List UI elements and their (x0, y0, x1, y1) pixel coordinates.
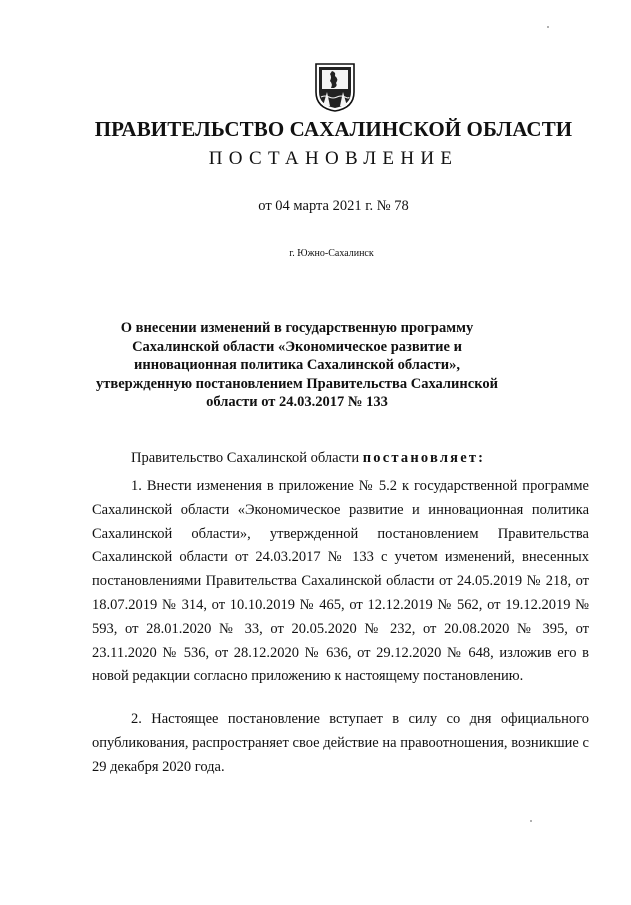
document-city: г. Южно-Сахалинск (289, 248, 374, 259)
paragraph-1: 1. Внести изменения в приложение № 5.2 к государственной программе Сахалинской области «Экономическое развитие и инновационная политика Сахалинской области», утвержденной постановлением Правительства Сахалинской области от 24.03.2017 № 133 с учетом изменений, внесенных постановлениями Правительства Сахалинской области от 24.05.2019 № 218, от 18.07.2019 № 314, от 10.10.2019 № 465, от 12.12.2019 № 562, от 19.12.2019 № 593, от 28.01.2020 № 33, от 20.05.2020 № 232, от 20.08.2020 № 395, от 23.11.2020 № 536, от 28.12.2020 № 636, от 29.12.2020 № 648, изложив его в новой редакции согласно приложению к настоящему постановлению. (92, 478, 589, 685)
preamble-prefix: Правительство Сахалинской области (131, 450, 363, 466)
scan-speck (547, 26, 549, 28)
preamble (131, 450, 485, 467)
paragraph-2: 2. Настоящее постановление вступает в силу со дня официального опубликования, распространяет свое действие на правоотношения, возникшие с 29 декабря 2020 года. (92, 711, 589, 775)
preamble-verb: постановляет: (362, 450, 486, 466)
government-title: ПРАВИТЕЛЬСТВО САХАЛИНСКОЙ ОБЛАСТИ (94, 117, 573, 141)
sakhalin-coat-of-arms-icon (314, 62, 356, 112)
document-type: ПОСТАНОВЛЕНИЕ (208, 148, 459, 169)
document-subject: О внесении изменений в государственную программу Сахалинской области «Экономическое развитие и инновационная политика Сахалинской области», утвержденную постановлением Правительства Сахалинской области от 24.03.2017 № 133 (96, 320, 498, 410)
scan-speck (530, 820, 532, 822)
document-date-number: от 04 марта 2021 г. № 78 (258, 198, 409, 214)
